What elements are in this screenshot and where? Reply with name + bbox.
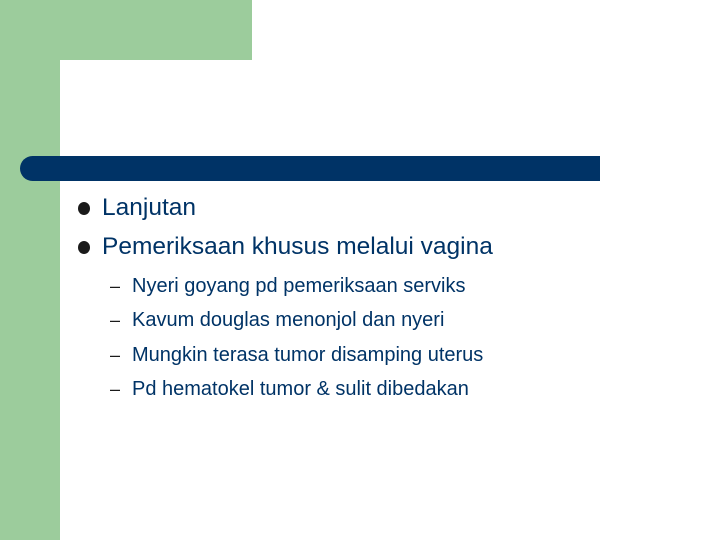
sub-bullet-text: Mungkin terasa tumor disamping uterus bbox=[132, 343, 484, 366]
sub-bullet-text: Kavum douglas menonjol dan nyeri bbox=[132, 308, 445, 331]
sub-bullet-item bbox=[110, 305, 444, 335]
bullet-text: Pemeriksaan khusus melalui vagina bbox=[102, 233, 493, 260]
sub-bullet-item bbox=[110, 271, 466, 301]
dash-icon: – bbox=[110, 275, 121, 296]
bullet-item bbox=[78, 230, 493, 264]
bullet-dot-icon bbox=[78, 241, 90, 254]
dash-icon: – bbox=[110, 344, 121, 365]
sub-bullet-item bbox=[110, 374, 469, 404]
sub-bullet-text: Nyeri goyang pd pemeriksaan serviks bbox=[132, 274, 466, 297]
dash-icon: – bbox=[110, 309, 121, 330]
dash-icon: – bbox=[110, 378, 121, 399]
sub-bullet-item bbox=[110, 340, 483, 370]
bullet-item bbox=[78, 191, 196, 225]
sub-bullet-text: Pd hematokel tumor & sulit dibedakan bbox=[132, 377, 469, 400]
bullet-dot-icon bbox=[78, 202, 90, 215]
bullet-text: Lanjutan bbox=[102, 194, 197, 221]
